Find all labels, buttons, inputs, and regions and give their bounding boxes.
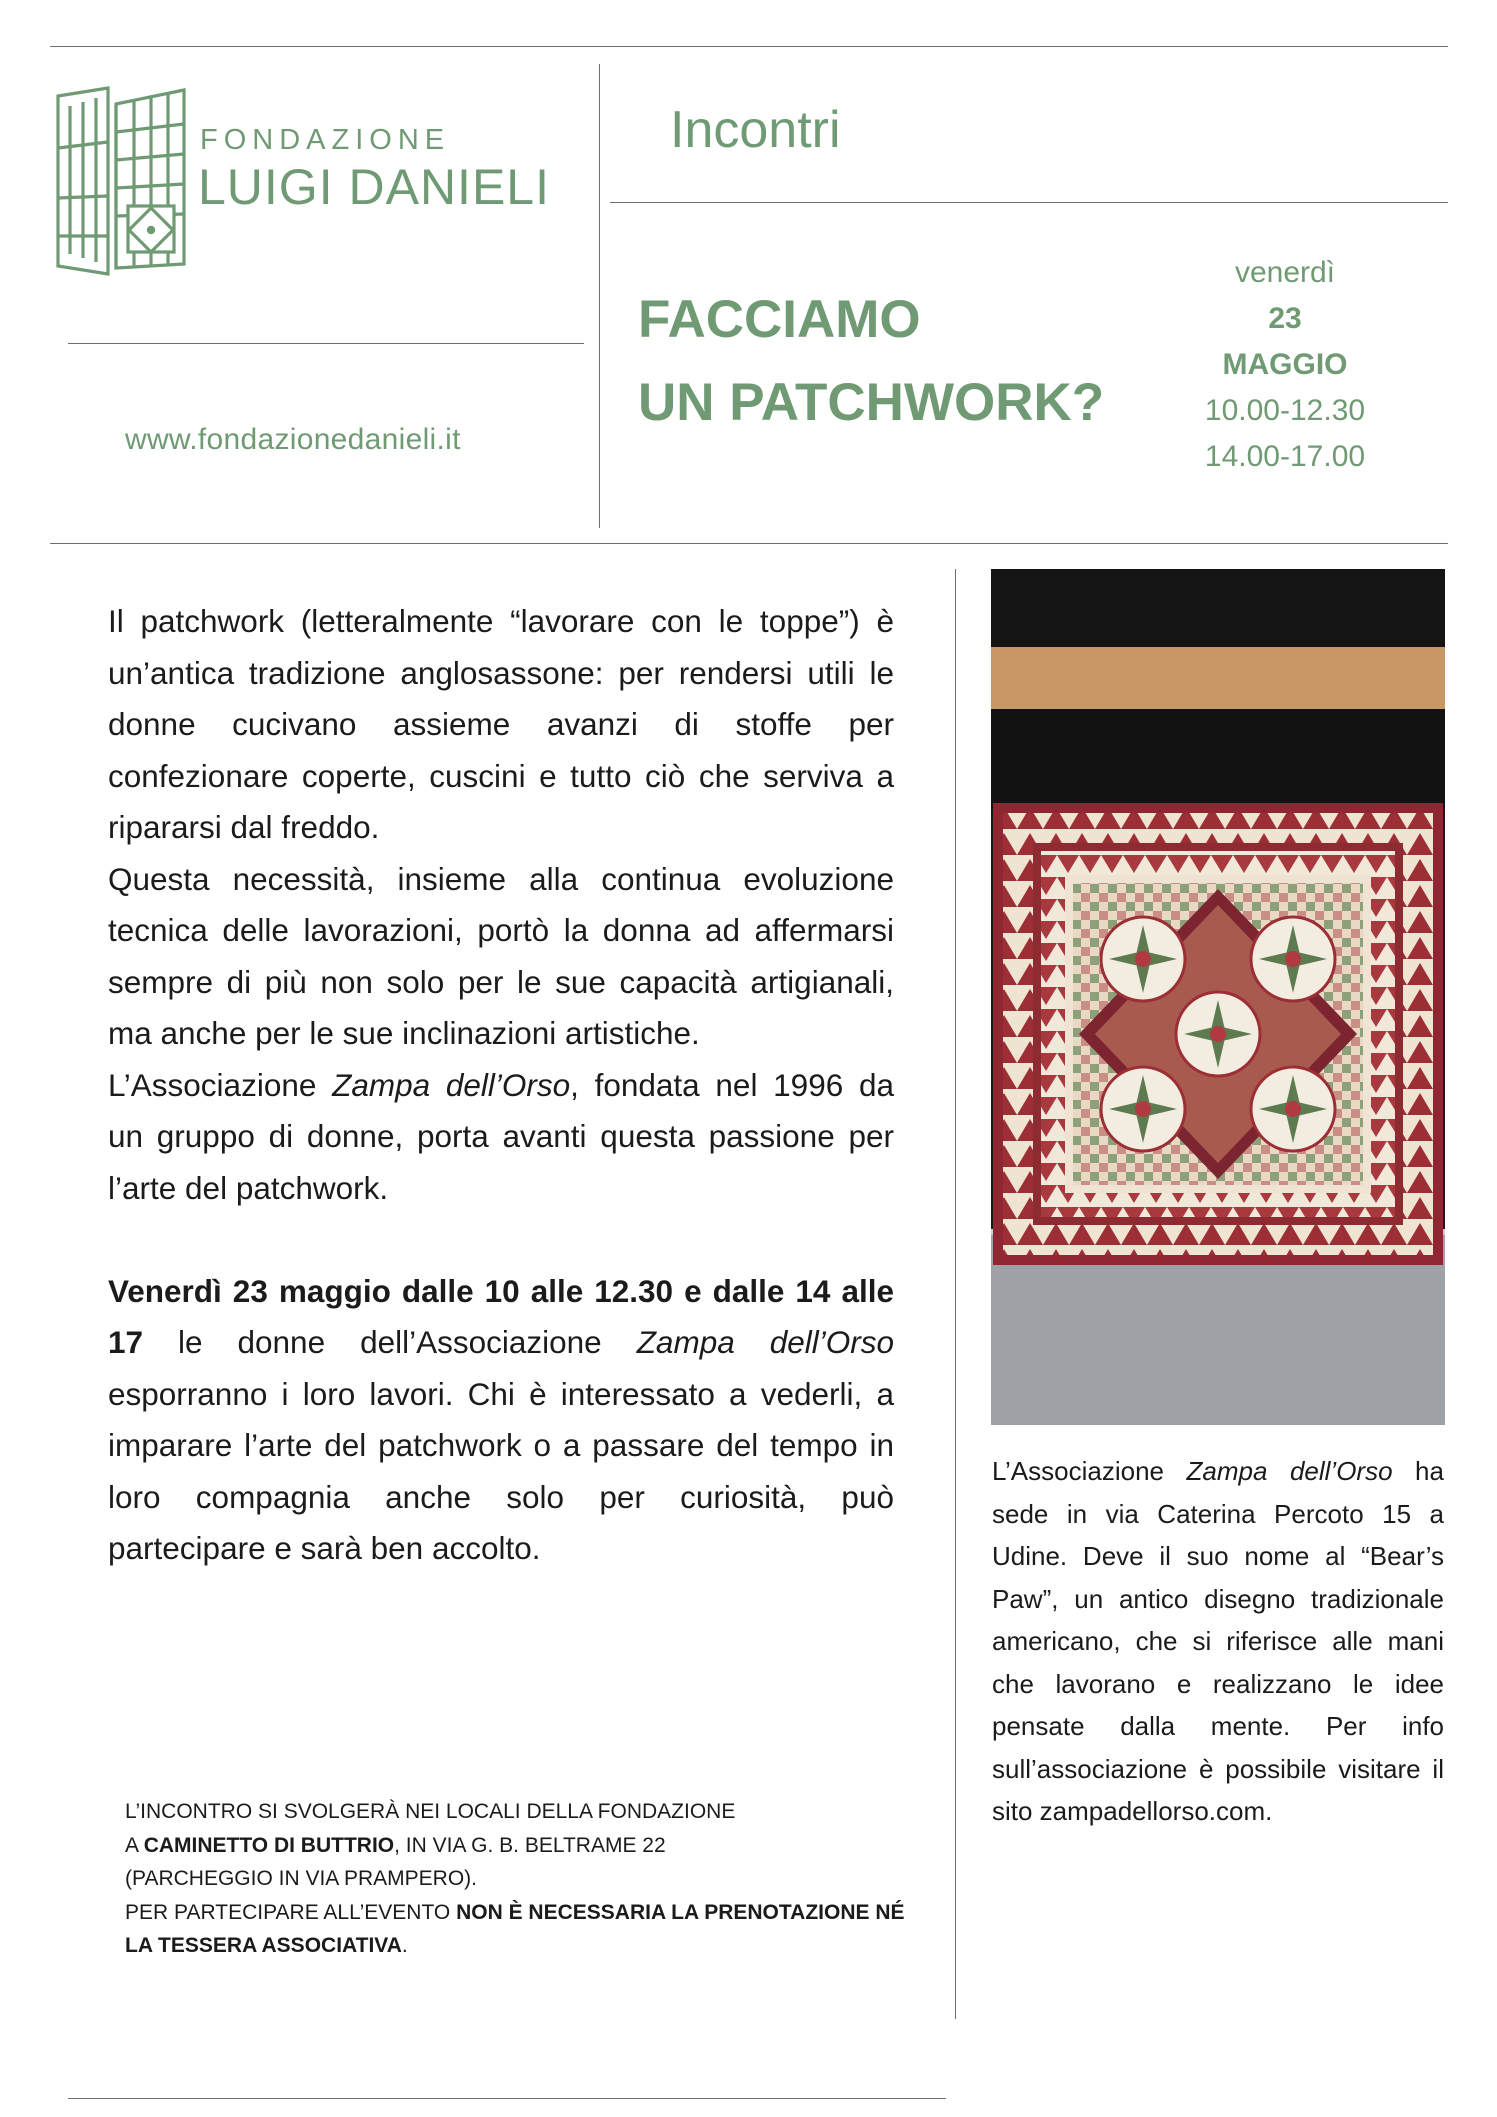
- logo-rule: [68, 343, 584, 344]
- event-date: [1180, 250, 1390, 480]
- date-weekday: venerdì: [1234, 256, 1336, 289]
- header-bottom-rule: [50, 543, 1448, 544]
- body-paragraph-3: L’Associazione Zampa dell’Orso, fondata nel 1996 da un gruppo di donne, porta avanti questa passione per l’arte del patchwork.: [108, 1066, 894, 1206]
- column-divider: [955, 569, 956, 2019]
- logo-foundation-word: FONDAZIONE: [200, 124, 451, 156]
- venue-note-line-1: L’INCONTRO SI SVOLGERÀ NEI LOCALI DELLA FONDAZIONE: [125, 1800, 736, 1823]
- header-divider: [599, 64, 600, 528]
- date-month: MAGGIO: [1222, 348, 1348, 381]
- photo-caption: L’Associazione Zampa dell’Orso ha sede in via Caterina Percoto 15 a Udine. Deve il suo nome al “Bear’s Paw”, un antico disegno tradizionale americano, che si riferisce alle mani che lavorano e realizzano le idee pensate dalla mente. Per info sull’associazione è possibile visitare il sito zampadellorso.com.: [992, 1456, 1444, 1826]
- body-paragraph-2: Questa necessità, insieme alla continua evoluzione tecnica delle lavorazioni, portò la donna ad affermarsi sempre di più non solo per le sue capacità artigianali, ma anche per le sue inclinazioni artistiche.: [108, 860, 894, 1051]
- body-paragraph-4: Venerdì 23 maggio dalle 10 alle 12.30 e dalle 14 alle 17 le donne dell’Associazione Zampa dell’Orso esporranno i loro lavori. Chi è interessato a vederli, a imparare l’arte del patchwork o a passare del tempo in loro compagnia anche solo per curiosità, può partecipare e sarà ben accolto.: [108, 1272, 894, 1566]
- quilt-photo: [991, 569, 1445, 1425]
- venue-note: [125, 1795, 925, 1963]
- website-link[interactable]: www.fondazionedanieli.it: [125, 423, 461, 456]
- venue-note-line-4: PER PARTECIPARE ALL’EVENTO NON È NECESSARIA LA PRENOTAZIONE NÉ LA TESSERA ASSOCIATIVA.: [125, 1900, 905, 1957]
- venue-note-line-2: A CAMINETTO DI BUTTRIO, IN VIA G. B. BELTRAME 22: [125, 1833, 666, 1857]
- body-paragraph-1: Il patchwork (letteralmente “lavorare con le toppe”) è un’antica tradizione anglosassone: per rendersi utili le donne cucivano assieme avanzi di stoffe per confezionare coperte, cuscini e tutto ciò che serviva a ripararsi dal freddo.: [108, 603, 894, 845]
- date-time-2: 14.00-17.00: [1204, 440, 1366, 473]
- bottom-rule: [68, 2098, 946, 2099]
- date-day: 23: [1268, 302, 1302, 335]
- event-title-line-1: FACCIAMO: [638, 290, 921, 349]
- section-label: Incontri: [670, 101, 841, 159]
- date-time-1: 10.00-12.30: [1204, 394, 1366, 427]
- top-rule: [50, 46, 1448, 47]
- logo-foundation-name: LUIGI DANIELI: [198, 159, 550, 215]
- body-text: [108, 596, 894, 1575]
- event-title-line-2: UN PATCHWORK?: [638, 373, 1105, 432]
- header-mid-rule: [610, 202, 1448, 203]
- venue-note-line-3: (PARCHEGGIO IN VIA PRAMPERO).: [125, 1867, 477, 1890]
- event-title: [638, 278, 1104, 444]
